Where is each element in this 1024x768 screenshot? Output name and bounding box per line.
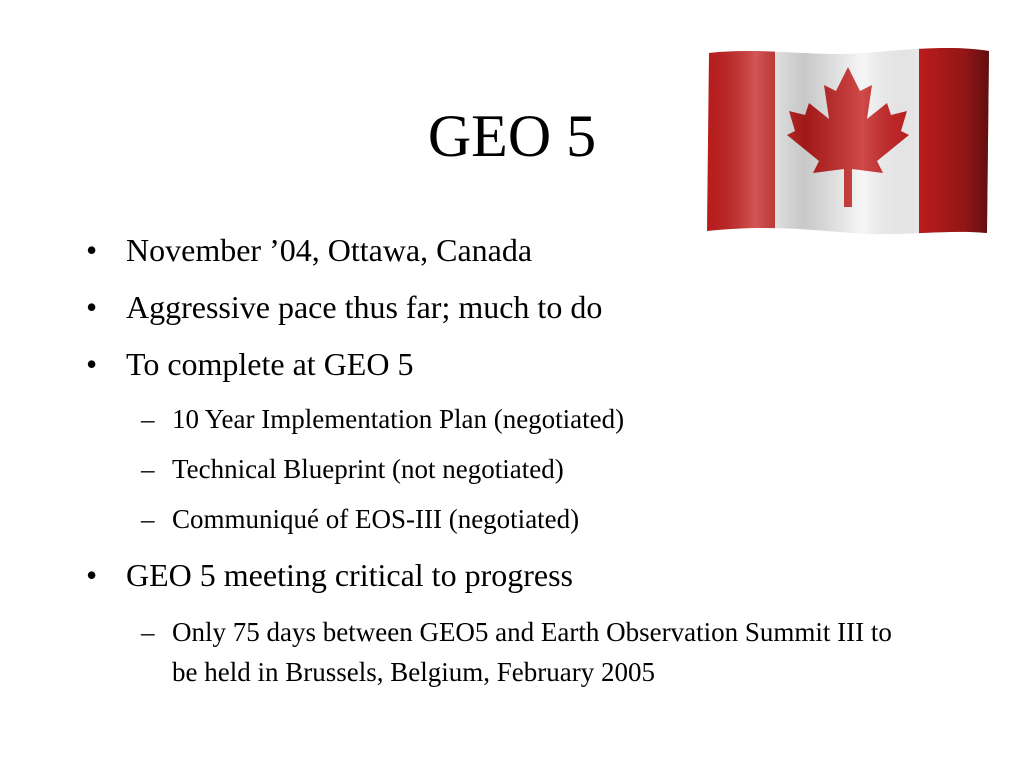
sub-list-item: [86, 501, 946, 537]
bullet-marker: •: [86, 289, 98, 325]
list-item: [86, 344, 946, 384]
dash-marker: –: [141, 617, 155, 647]
slide-title: GEO 5: [427, 103, 597, 169]
sub-list-item-text: Only 75 days between GEO5 and Earth Observation Summit III to be held in Brussels, Belgium, February 2005: [172, 617, 892, 687]
list-item-text: To complete at GEO 5: [126, 346, 414, 382]
list-item: [86, 287, 946, 327]
bullet-marker: •: [86, 557, 98, 593]
sub-list-item: [86, 451, 946, 487]
list-item: [86, 555, 946, 595]
sub-list-item: [86, 401, 946, 437]
list-item-text: Aggressive pace thus far; much to do: [126, 289, 603, 325]
list-item-text: GEO 5 meeting critical to progress: [126, 557, 573, 593]
bullet-marker: •: [86, 232, 98, 268]
list-item-text: November ’04, Ottawa, Canada: [126, 232, 533, 268]
dash-marker: –: [141, 504, 155, 534]
bullet-marker: •: [86, 346, 98, 382]
sub-list-item-text: Technical Blueprint (not negotiated): [172, 454, 564, 484]
sub-list-item: [86, 612, 912, 692]
bullet-list: [86, 230, 946, 706]
sub-list-item-text: 10 Year Implementation Plan (negotiated): [172, 404, 625, 434]
list-item: [86, 230, 946, 270]
dash-marker: –: [141, 454, 155, 484]
canadian-flag-icon: [703, 45, 993, 240]
sub-list-item-text: Communiqué of EOS-III (negotiated): [172, 504, 580, 534]
dash-marker: –: [141, 404, 155, 434]
